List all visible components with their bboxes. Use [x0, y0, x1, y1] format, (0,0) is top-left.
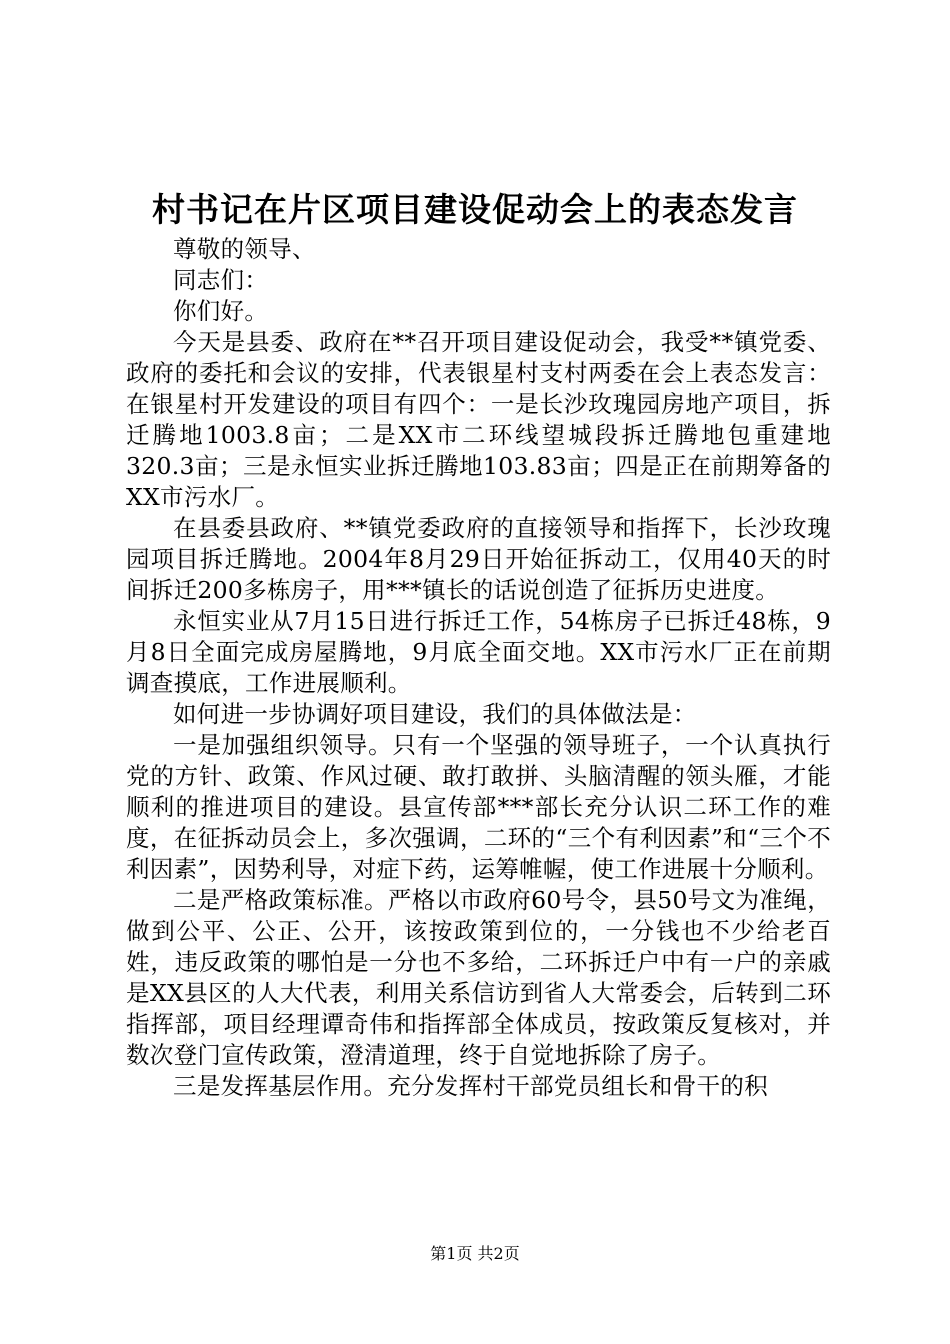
paragraph-projects-overview: 今天是县委、政府在**召开项目建设促动会，我受**镇党委、政府的委托和会议的安排，代表银星村支村两委在会上表态发言：在银星村开发建设的项目有四个：一是长沙玫瑰园房地产项目，拆迁腾地1003.8亩；二是XX市二环线望城段拆迁腾地包重建地320.3亩；三是永恒实业拆迁腾地103.83亩；四是正在前期筹备的XX市污水厂。 [126, 328, 831, 511]
paragraph-rose-garden-progress: 在县委县政府、**镇党委政府的直接领导和指挥下，长沙玫瑰园项目拆迁腾地。2004年8月29日开始征拆动工，仅用40天的时间拆迁200多栋房子，用***镇长的话说创造了征拆历史进度。 [126, 514, 831, 604]
paragraph-method-3: 三是发挥基层作用。充分发挥村干部党员组长和骨干的积 [173, 1072, 768, 1100]
document-body [126, 234, 831, 1102]
page-number: 第1页 共2页 [430, 1244, 520, 1263]
salutation-line-2: 同志们： [173, 266, 269, 294]
salutation-line-1: 尊敬的领导、 [173, 235, 316, 263]
paragraph-methods-intro: 如何进一步协调好项目建设，我们的具体做法是： [173, 700, 697, 728]
paragraph-yongheng-progress: 永恒实业从7月15日进行拆迁工作，54栋房子已拆迁48栋，9月8日全面完成房屋腾地，9月底全面交地。XX市污水厂正在前期调查摸底，工作进展顺利。 [126, 607, 831, 697]
document-title: 村书记在片区项目建设促动会上的表态发言 [152, 190, 798, 229]
paragraph-method-2: 二是严格政策标准。严格以市政府60号令，县50号文为准绳，做到公平、公正、公开，该按政策到位的，一分钱也不少给老百姓，违反政策的哪怕是一分也不多给，二环拆迁户中有一户的亲戚是XX县区的人大代表，利用关系信访到省人大常委会，后转到二环指挥部，项目经理谭奇伟和指挥部全体成员，按政策反复核对，并数次登门宣传政策，澄清道理，终于自觉地拆除了房子。 [126, 886, 831, 1069]
greeting-line: 你们好。 [173, 297, 269, 325]
paragraph-method-1: 一是加强组织领导。只有一个坚强的领导班子，一个认真执行党的方针、政策、作风过硬、敢打敢拼、头脑清醒的领头雁，才能顺利的推进项目的建设。县宣传部***部长充分认识二环工作的难度，在征拆动员会上，多次强调，二环的“三个有利因素”和“三个不利因素”，因势利导，对症下药，运筹帷幄，使工作进展十分顺利。 [126, 731, 831, 883]
